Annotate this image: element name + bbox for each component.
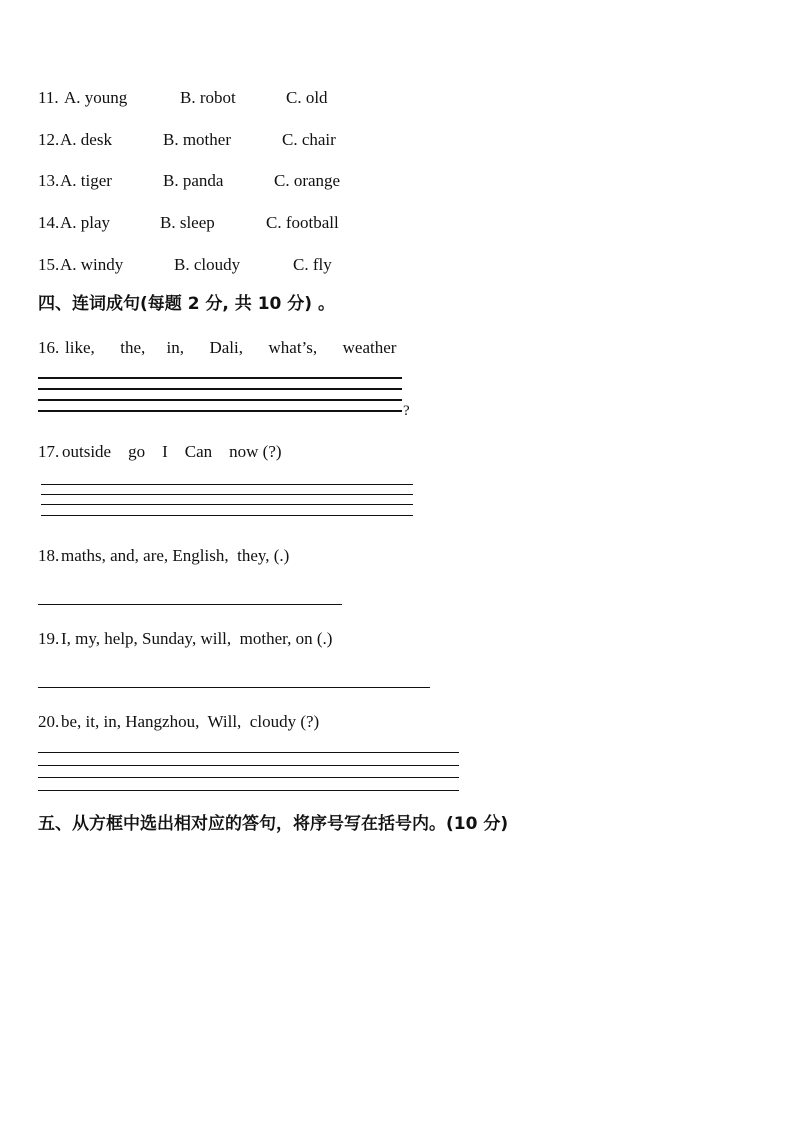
item-number: 16. [38,338,60,357]
option-c: C. chair [282,130,336,149]
item-number: 18. [38,546,60,565]
item-number: 14. [38,213,60,232]
option-b: B. sleep [160,213,215,232]
answer-line [38,377,402,379]
option-c: C. football [266,213,339,232]
answer-line [38,790,459,791]
answer-line [38,410,402,412]
option-a: A. desk [60,130,112,149]
answer-line [41,494,413,495]
answer-line [38,687,430,688]
answer-line [41,504,413,505]
option-b: B. robot [180,88,236,107]
item-number: 17. [38,442,60,461]
section-4-heading: 四、连词成句(每题 2 分, 共 10 分) 。 [38,294,335,314]
answer-line [38,388,402,390]
answer-line [38,777,459,778]
word-list: outside go I Can now (?) [62,442,282,461]
word-list: like, the, in, Dali, what’s, weather [65,338,397,357]
word-list: be, it, in, Hangzhou, Will, cloudy (?) [61,712,320,731]
answer-line [38,765,459,766]
option-a: A. play [60,213,111,232]
option-c: C. fly [293,255,332,274]
section-5-heading: 五、从方框中选出相对应的答句，将序号写在括号内。(10 分) [38,814,509,834]
option-a: A. young [64,88,128,107]
option-c: C. old [286,88,328,107]
answer-line [38,752,459,753]
item-number: 20. [38,712,60,731]
item-number: 19. [38,629,60,648]
option-a: A. windy [60,255,124,274]
answer-line [38,399,402,401]
answer-line [38,604,342,605]
end-punctuation: ? [403,403,410,419]
answer-line [41,484,413,485]
option-b: B. mother [163,130,231,149]
option-a: A. tiger [60,171,112,190]
item-number: 15. [38,255,60,274]
item-number: 12. [38,130,60,149]
answer-line [41,515,413,516]
item-number: 13. [38,171,60,190]
word-list: maths, and, are, English, they, (.) [61,546,290,565]
word-list: I, my, help, Sunday, will, mother, on (.) [61,629,333,648]
option-b: B. panda [163,171,224,190]
item-number: 11. [38,88,59,107]
option-c: C. orange [274,171,341,190]
option-b: B. cloudy [174,255,241,274]
